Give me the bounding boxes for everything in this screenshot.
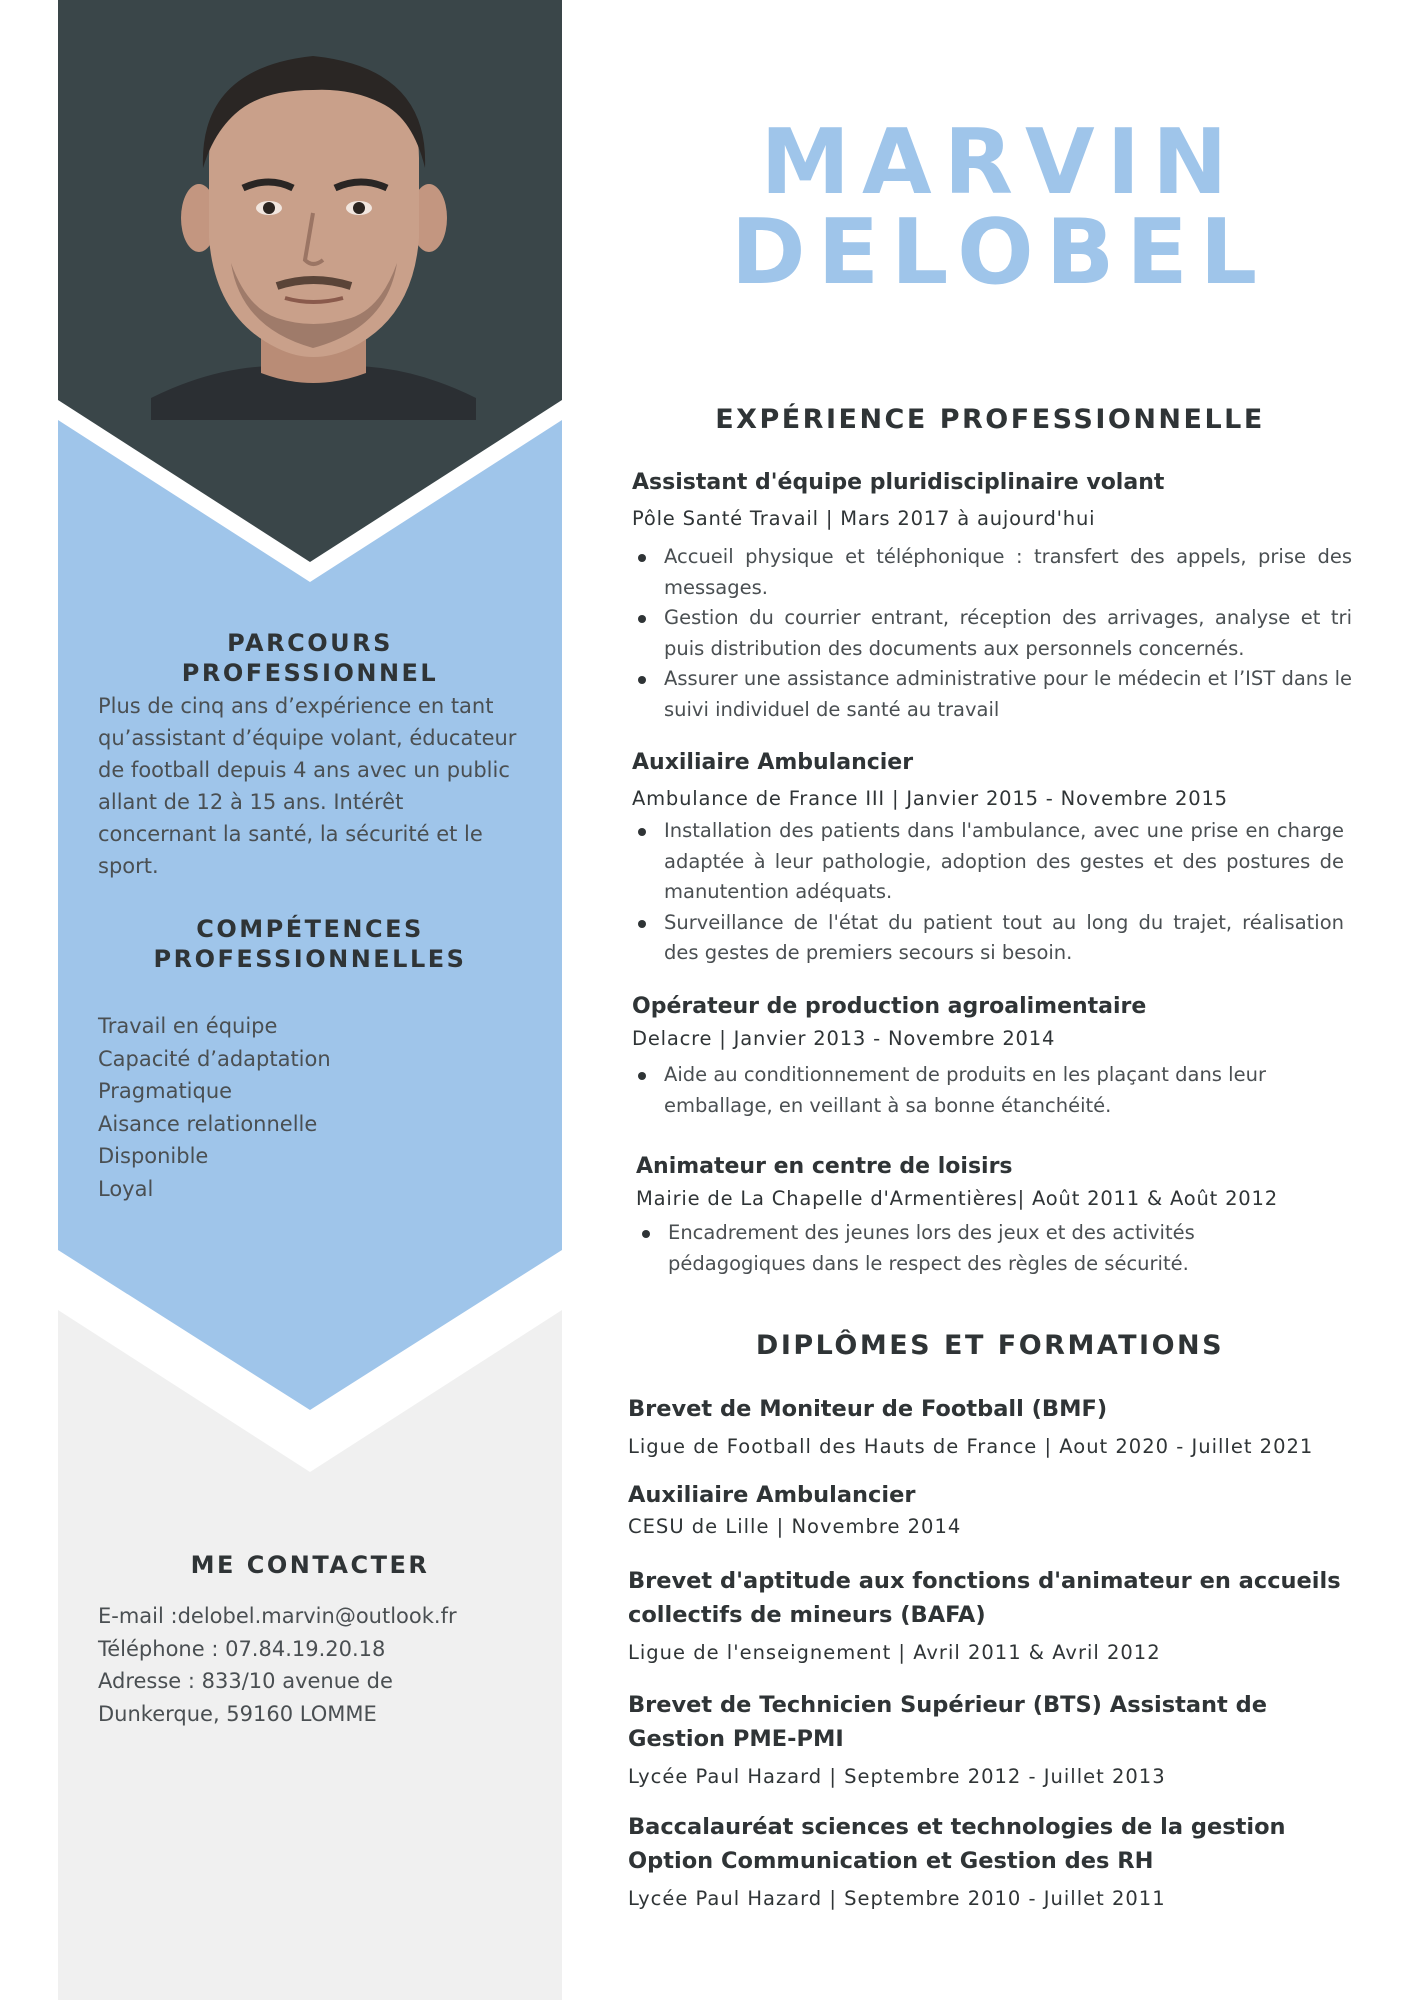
job-entry [632,468,1352,725]
job-employer-dates: Mairie de La Chapelle d'Armentières| Août 2011 & Août 2012 [636,1187,1278,1210]
job-bullets [636,1218,1356,1279]
sidebar [58,0,562,2000]
diploma-school-dates: CESU de Lille | Novembre 2014 [628,1515,962,1538]
list-item: Encadrement des jeunes lors des jeux et des activités pédagogiques dans le respect des règles de sécurité. [636,1218,1356,1279]
list-item: Gestion du courrier entrant, réception des arrivages, analyse et tri puis distribution des documents aux personnels concernés. [632,603,1352,664]
contact-address-line-2: Dunkerque, 59160 LOMME [98,1701,377,1726]
experience-title: EXPÉRIENCE PROFESSIONNELLE [715,404,1265,435]
diploma-school-dates: Lycée Paul Hazard | Septembre 2010 - Juillet 2011 [628,1887,1166,1910]
diploma-entry [628,1688,1388,1792]
diploma-title: Brevet d'aptitude aux fonctions d'animateur en accueils [628,1568,1341,1594]
diploma-title-line-2: collectifs de mineurs (BAFA) [628,1602,986,1628]
parcours-title: PARCOURS PROFESSIONNEL [181,629,439,687]
list-item: Travail en équipe [98,1014,278,1038]
first-name: MARVIN [760,110,1240,215]
contact-title: ME CONTACTER [190,1551,430,1579]
competences-title [98,914,522,974]
diploma-school-dates: Ligue de l'enseignement | Avril 2011 & Avril 2012 [628,1641,1161,1664]
candidate-name [600,110,1400,305]
diploma-entry [628,1478,1388,1542]
list-item: Surveillance de l'état du patient tout au long du trajet, réalisation des gestes de premiers secours si besoin. [632,908,1344,969]
contact-email: E-mail :delobel.marvin@outlook.fr [98,1604,457,1628]
diploma-school-dates: Ligue de Football des Hauts de France | Aout 2020 - Juillet 2021 [628,1435,1314,1458]
diploma-entry [628,1564,1388,1668]
diploma-title: Baccalauréat sciences et technologies de la gestion [628,1814,1286,1840]
list-item: Capacité d’adaptation [98,1046,331,1071]
competences-list [98,1010,528,1205]
diplomas-title: DIPLÔMES ET FORMATIONS [755,1330,1225,1361]
list-item: Assurer une assistance administrative pour le médecin et l’IST dans le suivi individuel de santé au travail [632,664,1352,725]
job-entry [632,992,1332,1121]
diploma-title: Brevet de Moniteur de Football (BMF) [628,1396,1108,1422]
list-item: Loyal [98,1176,154,1201]
contact-block [98,1600,528,1730]
diploma-entry [628,1392,1388,1462]
job-title: Opérateur de production agroalimentaire [632,994,1147,1019]
diploma-title-line-2: Gestion PME-PMI [628,1726,844,1752]
list-item: Disponible [98,1144,209,1168]
job-entry [636,1152,1356,1279]
diploma-title: Auxiliaire Ambulancier [628,1482,916,1508]
diploma-school-dates: Lycée Paul Hazard | Septembre 2012 - Juillet 2013 [628,1765,1166,1788]
last-name: DELOBEL [730,200,1270,305]
job-title: Assistant d'équipe pluridisciplinaire volant [632,470,1165,495]
profile-photo [151,48,476,420]
contact-phone: Téléphone : 07.84.19.20.18 [98,1636,386,1661]
contact-address-line-1: Adresse : 833/10 avenue de [98,1669,393,1693]
job-title: Animateur en centre de loisirs [636,1154,1013,1179]
job-bullets [632,816,1344,969]
competences-title-line-2: PROFESSIONNELLES [153,945,467,973]
job-employer-dates: Pôle Santé Travail | Mars 2017 à aujourd'hui [632,507,1096,530]
job-employer-dates: Ambulance de France III | Janvier 2015 - Novembre 2015 [632,787,1228,810]
job-bullets [632,1060,1332,1121]
job-entry [632,748,1344,969]
list-item: Pragmatique [98,1079,233,1103]
competences-title-line-1: COMPÉTENCES [196,915,424,943]
job-employer-dates: Delacre | Janvier 2013 - Novembre 2014 [632,1027,1056,1050]
job-bullets [632,542,1352,725]
diploma-title-line-2: Option Communication et Gestion des RH [628,1848,1154,1874]
list-item: Installation des patients dans l'ambulance, avec une prise en charge adaptée à leur pathologie, adoption des gestes et des postures de manutention adéquats. [632,816,1344,908]
list-item: Aide au conditionnement de produits en les plaçant dans leur emballage, en veillant à sa bonne étanchéité. [632,1060,1332,1121]
diploma-title: Brevet de Technicien Supérieur (BTS) Assistant de [628,1692,1268,1718]
list-item: Accueil physique et téléphonique : transfert des appels, prise des messages. [632,542,1352,603]
list-item: Aisance relationnelle [98,1111,318,1136]
job-title: Auxiliaire Ambulancier [632,750,914,775]
diploma-entry [628,1810,1388,1914]
parcours-text: Plus de cinq ans d’expérience en tant qu’assistant d’équipe volant, éducateur de football depuis 4 ans avec un public allant de 12 à 15 ans. Intérêt concernant la santé, la sécurité et le sport. [98,694,517,878]
